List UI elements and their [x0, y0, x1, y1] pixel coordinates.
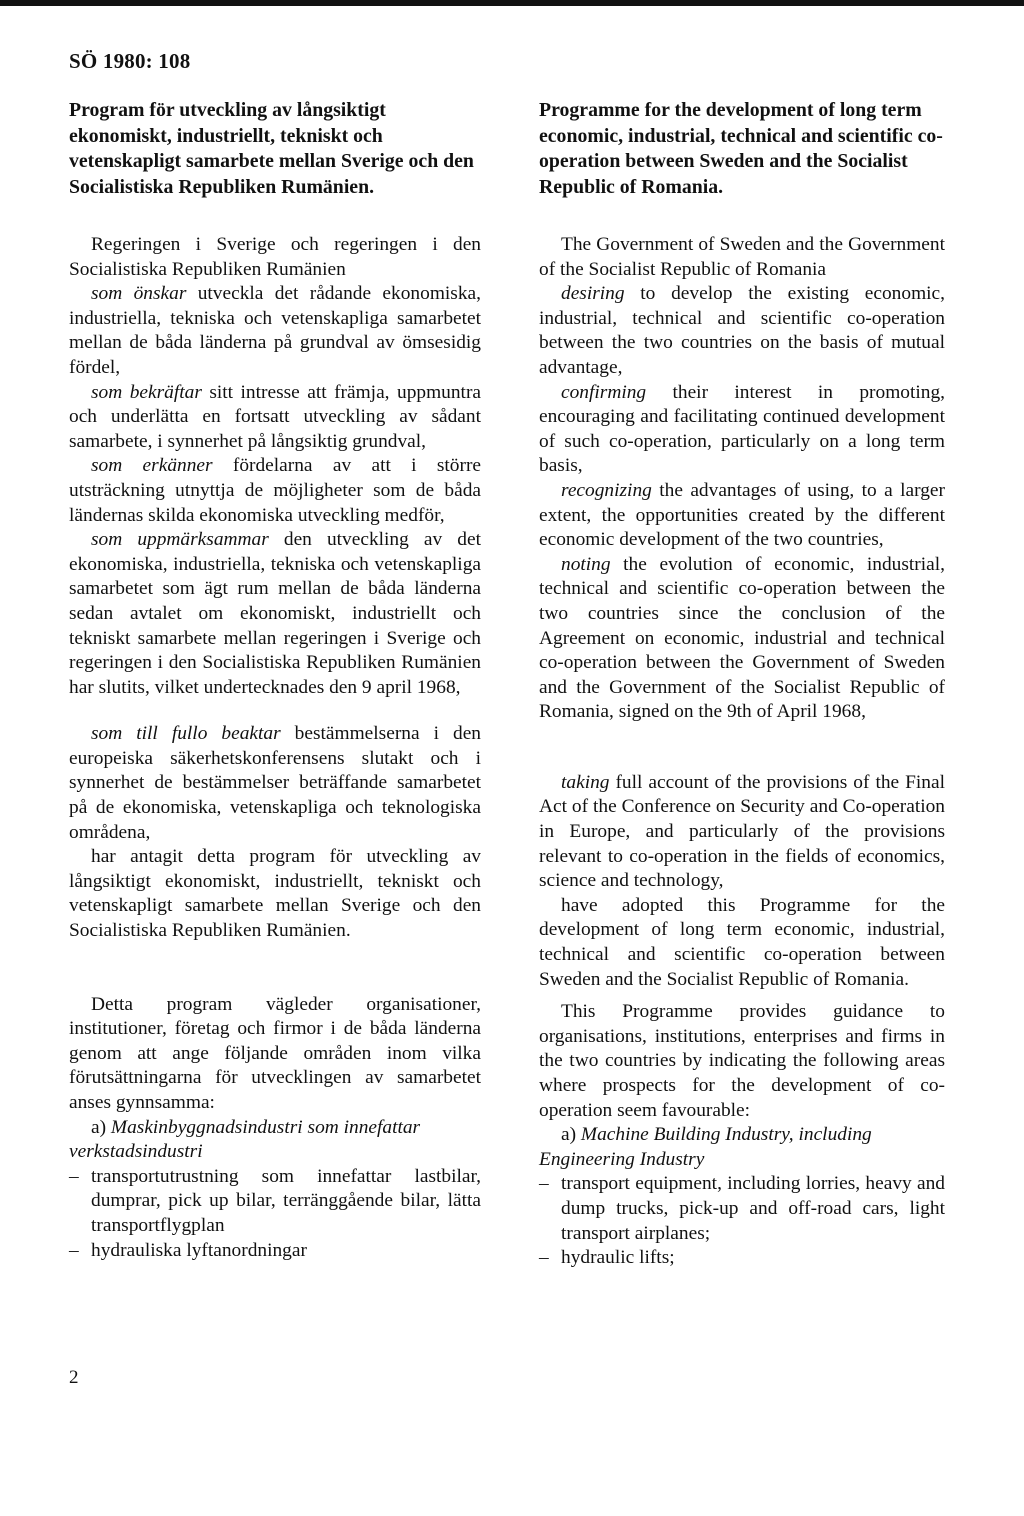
swedish-recital-1-emphasis: som önskar: [91, 283, 187, 305]
english-recital-1: desiring to develop the existing economic, industrial, technical and scientific co-operation between the two countries on the basis of mutual advantage,: [539, 283, 945, 378]
swedish-section-a-title: Maskinbyggnadsindustri som innefattar verkstadsindustri: [69, 1116, 421, 1163]
swedish-recital-3-emphasis: som erkänner: [91, 455, 213, 477]
swedish-adoption-clause: har antagit detta program för utveckling av långsiktigt ekonomiskt, industriellt, tekniskt och vetenskapligt samarbete mellan Sverige och den Socialistiska Republiken Rumänien.: [69, 846, 481, 942]
english-recital-4: noting the evolution of economic, industrial, technical and scientific co-operation between the two countries since the conclusion of the Agreement on economic, industrial and technical co-operation between the Government of Sweden and the Government of the Socialist Republic of Romania, signed on the 9th of April 1968,: [539, 553, 945, 723]
swedish-recital-4-emphasis: som uppmärksammar: [91, 529, 269, 551]
document-reference: SÖ 1980: 108: [69, 49, 191, 73]
swedish-section-a: a) Maskinbyggnadsindustri som innefattar verkstadsindustri: [69, 1116, 421, 1163]
swedish-recital-5-emphasis: som till fullo beaktar: [91, 723, 281, 745]
page-number: 2: [69, 1367, 79, 1388]
english-adoption-clause: have adopted this Programme for the development of long term economic, industrial, technical and scientific co-operation between Sweden and the Socialist Republic of Romania.: [539, 894, 945, 990]
swedish-column: [69, 98, 481, 1263]
english-recital-3-emphasis: recognizing: [561, 479, 652, 501]
english-recital-2-emphasis: confirming: [561, 381, 647, 403]
swedish-recital-2-emphasis: som bekräftar: [91, 381, 202, 403]
english-title: Programme for the development of long term economic, industrial, technical and scientific co-operation between Sweden and the Socialist Republic of Romania.: [539, 99, 943, 198]
english-section-a-title: Machine Building Industry, including Engineering Industry: [539, 1124, 872, 1170]
english-recital-5: taking full account of the provisions of the Final Act of the Conference on Security and Co-operation in Europe, and particularly of the provisions relevant to co-operation in the fields of economics, science and technology,: [539, 771, 945, 892]
english-recital-4-emphasis: noting: [561, 553, 611, 575]
english-intro: The Government of Sweden and the Government of the Socialist Republic of Romania: [539, 234, 945, 280]
swedish-recital-2: som bekräftar sitt intresse att främja, uppmuntra och underlätta en fortsatt utveckling av sådant samarbete, i synnerhet på långsiktig grundval,: [69, 381, 482, 452]
swedish-recital-5: som till fullo beaktar bestämmelserna i den europeiska säkerhetskonferensens slutakt och i synnerhet de bestämmelser beträffande samarbetet på de ekonomiska, vetenskapliga och teknologiska områdena,: [69, 723, 481, 843]
english-recital-3: recognizing the advantages of using, to a larger extent, the opportunities created by the different economic development of the two countries,: [539, 479, 945, 551]
english-guidance-paragraph: This Programme provides guidance to organisations, institutions, enterprises and firms in the two countries by indicating the following areas where prospects for the development of co-operation seem favourable:: [539, 1001, 945, 1121]
swedish-list-item: – transportutrustning som innefattar lastbilar, dumprar, pick up bilar, terränggående bilar, lätta transportflygplan: [69, 1165, 481, 1236]
swedish-title: Program för utveckling av långsiktigt ekonomiskt, industriellt, tekniskt och vetenskapligt samarbete mellan Sverige och den Socialistiska Republiken Rumänien.: [69, 99, 474, 198]
english-recital-5-emphasis: taking: [561, 771, 610, 793]
top-border-rule: [0, 0, 1024, 6]
swedish-recital-1: som önskar utveckla det rådande ekonomiska, industriella, tekniska och vetenskapliga samarbetet mellan de båda länderna på grundval av ömsesidig fördel,: [69, 283, 481, 378]
swedish-intro: Regeringen i Sverige och regeringen i den Socialistiska Republiken Rumänien: [69, 234, 481, 280]
english-list-item: – transport equipment, including lorries, heavy and dump trucks, pick-up and off-road cars, light transport airplanes;: [539, 1173, 945, 1244]
swedish-recital-3: som erkänner fördelarna av att i större utsträckning utnyttja de möjligheter som de båda ländernas skilda ekonomiska utveckling medför,: [69, 455, 482, 526]
swedish-list-item: – hydrauliska lyftanordningar: [69, 1239, 307, 1261]
english-recital-1-emphasis: desiring: [561, 283, 625, 305]
swedish-guidance-paragraph: Detta program vägleder organisationer, institutioner, företag och firmor i de båda länderna genom att ange följande områden inom vilka förutsättningarna för utvecklingen av samarbetet anses gynnsamma:: [69, 993, 481, 1113]
english-column: [539, 98, 945, 1271]
english-section-a: a) Machine Building Industry, including Engineering Industry: [539, 1124, 872, 1170]
swedish-recital-4: som uppmärksammar den utveckling av det ekonomiska, industriella, tekniska och vetenskapliga samarbetet som ägt rum mellan de båda länderna sedan avtalet om ekonomiskt, industriellt och tekniskt samarbete mellan regeringen i Sverige och regeringen i den Socialistiska Republiken Rumänien har slutits, vilket undertecknades den 9 april 1968,: [69, 529, 481, 698]
english-list-item: – hydraulic lifts;: [539, 1247, 675, 1269]
english-recital-2: confirming their interest in promoting, encouraging and facilitating continued development of such co-operation, particularly on a long term basis,: [539, 381, 945, 477]
